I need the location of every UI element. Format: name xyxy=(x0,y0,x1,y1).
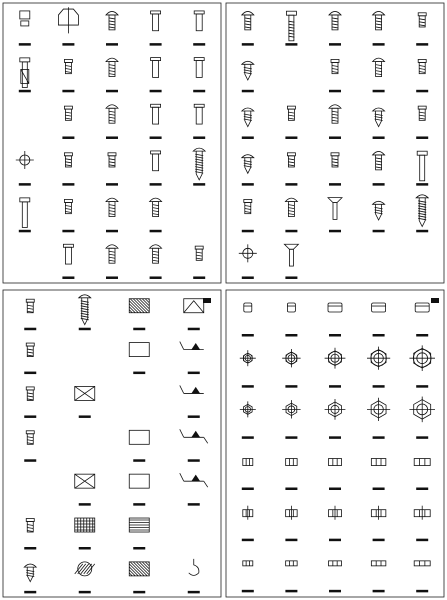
caption-bar xyxy=(193,276,205,279)
sheet-2-short-screw-16 xyxy=(285,153,297,186)
sheet-1-pan-screw-22 xyxy=(106,198,118,232)
sheet-3-weld-symbol-10 xyxy=(180,385,204,417)
caption-bar xyxy=(242,276,254,279)
sheet-1-flat-screw-4 xyxy=(150,11,162,46)
sheet-1-flat-screw-9 xyxy=(150,58,162,93)
caption-bar xyxy=(373,183,385,186)
sheet-2-round-screw-4 xyxy=(373,11,385,45)
caption-bar xyxy=(285,136,297,139)
sheet-1-flat-screw-5 xyxy=(193,11,205,46)
sheet-2-wood-screw-6 xyxy=(242,61,254,92)
caption-bar xyxy=(106,276,118,279)
sheet-1-pan-screw-8 xyxy=(106,58,118,92)
caption-bar xyxy=(373,334,385,337)
sheet-3-grid-rect-18 xyxy=(75,518,95,549)
sheet-1-short-screw-16 xyxy=(62,153,74,186)
sheet-4-hex-nut-top-8 xyxy=(325,348,346,388)
sheet-4-nut-cut-23 xyxy=(329,506,342,541)
caption-bar xyxy=(62,136,74,139)
caption-bar xyxy=(79,547,91,550)
sheet-2-wood-screw-23 xyxy=(373,201,385,232)
caption-bar xyxy=(285,385,297,388)
sheet-1-short-screw-11 xyxy=(62,106,74,139)
caption-bar xyxy=(285,334,297,337)
sheet-3-short-screw-8 xyxy=(24,387,36,418)
caption-bar xyxy=(150,230,162,233)
caption-bar xyxy=(416,590,428,593)
caption-bar xyxy=(329,334,341,337)
caption-bar xyxy=(150,183,162,186)
sheet-4-nut-thin-29 xyxy=(371,561,386,592)
sheet-1-pan-screw-26 xyxy=(150,245,162,279)
sheet-3-x-rect-14 xyxy=(75,474,95,505)
caption-bar xyxy=(242,385,254,388)
sheet-4-nut-side-2 xyxy=(285,303,297,336)
sheet-2-short-screw-9 xyxy=(416,59,428,92)
sheet-4-hex-nut-top-9 xyxy=(367,347,390,388)
caption-bar xyxy=(373,436,385,439)
sheet-1-pan-screw-25 xyxy=(106,245,118,279)
caption-bar xyxy=(193,90,205,93)
sheet-1-short-screw-17 xyxy=(106,153,118,186)
sheet-4-nut-side-wide-4 xyxy=(372,303,386,336)
sheet-3-weld-symbol-7 xyxy=(180,342,204,374)
sheet-4-nut-front-19 xyxy=(371,459,386,490)
caption-bar xyxy=(19,43,31,46)
sheet-3-lined-rect-19 xyxy=(129,518,149,549)
sheet-4-nut-cut-25 xyxy=(414,506,430,541)
caption-bar xyxy=(62,43,74,46)
sheet-1-anchor-bolt-6 xyxy=(19,58,31,92)
caption-bar xyxy=(193,183,205,186)
caption-bar xyxy=(133,503,145,506)
caption-bar xyxy=(329,539,341,542)
caption-bar xyxy=(79,503,91,506)
caption-bar xyxy=(285,230,297,233)
caption-bar xyxy=(133,328,145,331)
caption-bar xyxy=(416,136,428,139)
sheet-4-hex-outline-14 xyxy=(367,398,390,439)
caption-bar xyxy=(24,415,36,418)
caption-bar xyxy=(150,90,162,93)
sheet-4-hex-outline-12 xyxy=(282,400,300,439)
caption-bar xyxy=(242,334,254,337)
caption-bar xyxy=(79,328,91,331)
sheet-1-nut-square-1 xyxy=(19,11,31,46)
sheet-4-nut-cut-21 xyxy=(242,506,254,541)
caption-bar xyxy=(242,436,254,439)
caption-bar xyxy=(416,90,428,93)
caption-bar xyxy=(329,90,341,93)
sheet-3-frame xyxy=(3,290,221,597)
caption-bar xyxy=(24,328,36,331)
sheet-1-flat-screw-18 xyxy=(150,151,162,186)
sheet-4-nut-front-16 xyxy=(242,459,254,490)
sheet-3-short-screw-5 xyxy=(24,343,36,374)
sheet-3-short-screw-1 xyxy=(24,299,36,330)
symbols-layer xyxy=(16,7,435,593)
sheet-2-short-screw-20 xyxy=(242,199,254,232)
caption-bar xyxy=(329,136,341,139)
caption-bar xyxy=(133,459,145,462)
caption-bar xyxy=(285,539,297,542)
sheet-2-short-screw-11 xyxy=(285,106,297,139)
caption-bar xyxy=(188,591,200,594)
sheet-4-hex-nut-top-10 xyxy=(409,345,435,387)
sheet-3-short-screw-17 xyxy=(24,518,36,549)
sheet-3-tri-rect-4 xyxy=(184,299,204,330)
caption-bar xyxy=(285,276,297,279)
sheet-3-wood-screw-20 xyxy=(24,564,36,593)
caption-bar xyxy=(416,334,428,337)
caption-bar xyxy=(329,43,341,46)
sheet-4-nut-cut-22 xyxy=(285,506,297,541)
sheet-2-wood-screw-15 xyxy=(242,155,254,186)
sheet-1-pan-screw-3 xyxy=(106,11,118,45)
sheet-1-short-screw-27 xyxy=(193,246,205,279)
sheet-4-nut-side-wide-3 xyxy=(328,303,342,336)
caption-bar xyxy=(242,488,254,491)
sheet-1-long-pin-20 xyxy=(19,198,31,232)
caption-bar xyxy=(416,183,428,186)
caption-bar xyxy=(285,183,297,186)
caption-bar xyxy=(19,183,31,186)
sheet-4-corner-badge xyxy=(431,298,439,303)
sheet-1-flat-screw-14 xyxy=(193,104,205,139)
caption-bar xyxy=(329,385,341,388)
caption-bar xyxy=(106,136,118,139)
sheet-2-long-wood-screw-24 xyxy=(416,195,428,233)
caption-bar xyxy=(62,276,74,279)
caption-bar xyxy=(416,230,428,233)
caption-bar xyxy=(329,590,341,593)
sheet-4-hex-outline-11 xyxy=(240,401,256,438)
caption-bar xyxy=(242,43,254,46)
sheet-2-round-screw-1 xyxy=(242,11,254,45)
sheet-3-plain-rect-6 xyxy=(129,343,149,374)
caption-bar xyxy=(79,415,91,418)
sheet-4-nut-side-wide-5 xyxy=(415,303,429,336)
caption-bar xyxy=(285,43,297,46)
sheet-3-round-hatch-21 xyxy=(75,562,95,593)
sheet-3-plain-rect-12 xyxy=(129,430,149,461)
sheet-3-x-rect-9 xyxy=(75,386,95,417)
caption-bar xyxy=(373,385,385,388)
sheet-1-crosshair-15 xyxy=(16,151,34,186)
caption-bar xyxy=(285,590,297,593)
sheet-3-corner-badge xyxy=(203,298,211,303)
caption-bar xyxy=(242,183,254,186)
caption-bar xyxy=(62,90,74,93)
sheet-4-hex-outline-13 xyxy=(325,399,346,439)
caption-bar xyxy=(106,90,118,93)
sheet-4-nut-front-20 xyxy=(414,459,430,490)
sheet-3-long-wood-screw-2 xyxy=(79,295,91,330)
caption-bar xyxy=(416,488,428,491)
caption-bar xyxy=(373,43,385,46)
sheet-4-nut-thin-28 xyxy=(329,561,342,592)
sheet-1-long-wood-screw-19 xyxy=(193,148,205,186)
caption-bar xyxy=(193,43,205,46)
sheet-4-nut-front-18 xyxy=(329,459,342,490)
caption-bar xyxy=(373,230,385,233)
caption-bar xyxy=(416,436,428,439)
sheet-2-short-screw-5 xyxy=(416,13,428,46)
sheet-4-hex-nut-top-7 xyxy=(282,349,300,388)
sheet-2-crosshair-25 xyxy=(239,244,257,279)
caption-bar xyxy=(24,372,36,375)
sheet-2-short-screw-7 xyxy=(329,59,341,92)
sheet-2-round-screw-18 xyxy=(373,151,385,185)
sheet-2-wood-screw-10 xyxy=(242,108,254,139)
sheet-1-flat-screw-10 xyxy=(193,58,205,93)
caption-bar xyxy=(285,436,297,439)
caption-bar xyxy=(188,372,200,375)
caption-bar xyxy=(373,488,385,491)
sheet-2-wood-screw-13 xyxy=(373,108,385,139)
sheet-1-short-screw-7 xyxy=(62,59,74,92)
caption-bar xyxy=(373,590,385,593)
sheet-4-hex-outline-15 xyxy=(409,397,435,439)
sheet-3-hook-23 xyxy=(188,559,200,593)
caption-bar xyxy=(373,136,385,139)
caption-bar xyxy=(416,43,428,46)
caption-bar xyxy=(19,90,31,93)
sheet-3-dotted-rect-22 xyxy=(129,562,149,593)
caption-bar xyxy=(188,503,200,506)
caption-bar xyxy=(373,539,385,542)
sheet-4-nut-thin-30 xyxy=(414,561,430,592)
caption-bar xyxy=(188,459,200,462)
sheet-4-nut-side-1 xyxy=(242,303,254,336)
sheet-2-short-screw-17 xyxy=(329,153,341,186)
sheet-1-flat-screw-24 xyxy=(62,244,74,279)
sheet-3-short-screw-11 xyxy=(24,431,36,462)
caption-bar xyxy=(242,539,254,542)
caption-bar xyxy=(24,591,36,594)
caption-bar xyxy=(150,276,162,279)
sheet-1-pan-screw-23 xyxy=(150,198,162,232)
sheet-4-hex-nut-top-6 xyxy=(240,350,256,387)
caption-bar xyxy=(79,591,91,594)
sheet-2-long-bolt-2 xyxy=(285,11,297,45)
sheet-2-round-screw-8 xyxy=(373,58,385,92)
sheet-2-countersunk-screw-22 xyxy=(328,198,342,233)
sheet-2-round-screw-3 xyxy=(329,11,341,45)
caption-bar xyxy=(188,415,200,418)
sheet-4-nut-thin-27 xyxy=(285,561,297,592)
caption-bar xyxy=(62,230,74,233)
sheet-2-countersunk-screw-26 xyxy=(284,244,298,279)
caption-bar xyxy=(373,90,385,93)
caption-bar xyxy=(329,230,341,233)
caption-bar xyxy=(133,591,145,594)
caption-bar xyxy=(285,488,297,491)
caption-bar xyxy=(329,183,341,186)
caption-bar xyxy=(188,328,200,331)
caption-bar xyxy=(416,539,428,542)
caption-bar xyxy=(150,43,162,46)
sheet-4-nut-thin-26 xyxy=(242,561,254,592)
sheet-3-plain-rect-15 xyxy=(129,474,149,505)
caption-bar xyxy=(242,230,254,233)
caption-bar xyxy=(133,547,145,550)
sheet-4-nut-cut-24 xyxy=(371,506,386,541)
caption-bar xyxy=(106,183,118,186)
sheet-3-hatched-rect-3 xyxy=(129,299,149,330)
caption-bar xyxy=(150,136,162,139)
sheet-2-round-screw-12 xyxy=(329,105,341,139)
caption-bar xyxy=(24,547,36,550)
sheet-1-flat-screw-13 xyxy=(150,104,162,139)
caption-bar xyxy=(193,136,205,139)
sheet-4-nut-front-17 xyxy=(285,459,297,490)
caption-bar xyxy=(416,385,428,388)
caption-bar xyxy=(19,230,31,233)
sheet-2-round-screw-21 xyxy=(285,198,297,232)
caption-bar xyxy=(133,372,145,375)
caption-bar xyxy=(329,488,341,491)
caption-bar xyxy=(62,183,74,186)
caption-bar xyxy=(329,436,341,439)
caption-bar xyxy=(242,136,254,139)
caption-bar xyxy=(106,43,118,46)
sheet-1-hex-head-bolt-2 xyxy=(58,7,78,45)
sheet-2-short-screw-14 xyxy=(416,106,428,139)
caption-bar xyxy=(242,90,254,93)
sheet-1-short-screw-21 xyxy=(62,199,74,232)
sheet-2-long-pin-19 xyxy=(416,151,428,185)
caption-bar xyxy=(106,230,118,233)
sheet-1-pan-screw-12 xyxy=(106,105,118,139)
caption-bar xyxy=(24,459,36,462)
caption-bar xyxy=(242,590,254,593)
